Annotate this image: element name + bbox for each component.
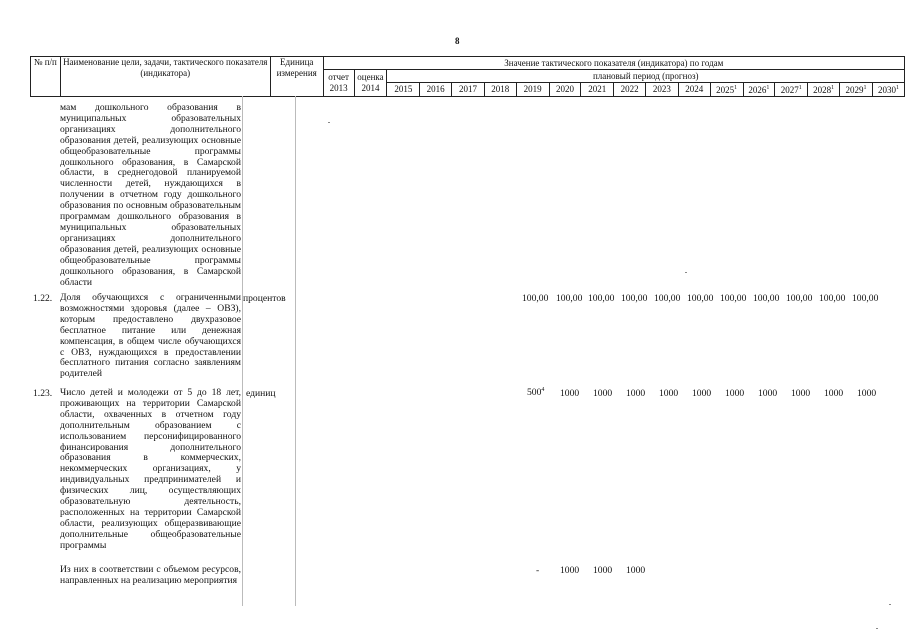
value-2022: 1000 bbox=[593, 565, 613, 576]
planned-period-header: плановый период (прогноз) bbox=[387, 70, 905, 83]
estimate-header bbox=[354, 70, 387, 97]
year-label: 2022 bbox=[620, 84, 639, 94]
year-cell bbox=[614, 83, 646, 97]
value-2020 bbox=[527, 387, 544, 398]
footnote-mark: 4 bbox=[541, 387, 545, 393]
year-label: 2015 bbox=[394, 84, 413, 94]
value-2022: 1000 bbox=[593, 388, 613, 399]
year-label: 2026 bbox=[748, 85, 767, 95]
year-label: 2018 bbox=[491, 84, 510, 94]
year-label: 2028 bbox=[813, 85, 832, 95]
row-continuation-text: мам дошкольного образования в муниципальных образовательных организациях дополнительного образования детей, реализующих основные общеобразовательные программы дошкольного образования, в Самарской области, в среднегодовой планируемой численности детей, нуждающихся в получении в отчетном году дошкольного образования по основным образовательным программам дошкольного образования в муниципальных образовательных организациях дополнительного образования детей, реализующих основные общеобразовательные программы дошкольного образования, в Самарской области bbox=[60, 102, 241, 288]
report-label: отчет bbox=[328, 72, 349, 82]
value-2024: 100,00 bbox=[654, 293, 681, 304]
value-2020-dash: - bbox=[536, 565, 540, 576]
row-indicator-text: Доля обучающихся с ограниченными возможностями здоровья (далее – ОВЗ), которым предоставлено двухразовое бесплатное питание или денежная компенсация, в общем числе обучающихся с ОВЗ, нуждающихся в предоставлении бесплатного питания согласно заявлениям родителей bbox=[60, 292, 241, 380]
footnote-mark: 1 bbox=[734, 85, 738, 91]
value-2030: 1000 bbox=[857, 388, 877, 399]
year-label: 2023 bbox=[652, 84, 671, 94]
value-2021: 1000 bbox=[560, 565, 580, 576]
row-number: 1.23. bbox=[33, 388, 53, 399]
estimate-label: оценка bbox=[357, 72, 384, 82]
year-2014: 2014 bbox=[361, 83, 380, 93]
year-cell bbox=[452, 83, 485, 97]
year-cell bbox=[581, 83, 614, 97]
col-number-header: № п/п bbox=[31, 57, 61, 97]
value-2023: 1000 bbox=[626, 388, 646, 399]
year-label: 2017 bbox=[458, 84, 477, 94]
col-unit-header: Единица измерения bbox=[270, 57, 323, 97]
year-cell bbox=[775, 83, 808, 97]
row-unit: единиц bbox=[246, 388, 276, 399]
year-cell bbox=[840, 83, 873, 97]
year-label: 2019 bbox=[523, 84, 542, 94]
year-label: 2020 bbox=[555, 84, 574, 94]
value-2027: 100,00 bbox=[753, 293, 780, 304]
value-2028: 1000 bbox=[791, 388, 811, 399]
year-cell bbox=[743, 83, 775, 97]
year-cell bbox=[549, 83, 581, 97]
year-label: 2025 bbox=[716, 85, 735, 95]
column-divider bbox=[242, 96, 243, 606]
year-cell bbox=[484, 83, 516, 97]
value-2027: 1000 bbox=[758, 388, 778, 399]
row-indicator-text: Число детей и молодежи от 5 до 18 лет, проживающих на территории Самарской области, охваченных в отчетном году дополнительным образованием с использованием персонифицированного финансирования дополнительного образования в коммерческих, некоммерческих организациях, у индивидуальных предпринимателей и физических лиц, осуществляющих образовательную деятельность, расположенных на территории Самарской области, реализующих общеразвивающие дополнительные общеобразовательные программы bbox=[60, 387, 241, 551]
value-2029: 1000 bbox=[824, 388, 844, 399]
year-cell bbox=[710, 83, 743, 97]
year-label: 2024 bbox=[685, 84, 704, 94]
value-2028: 100,00 bbox=[786, 293, 813, 304]
value-2021: 100,00 bbox=[556, 293, 583, 304]
year-cell bbox=[808, 83, 840, 97]
indicator-table-header bbox=[30, 56, 905, 97]
column-divider bbox=[295, 96, 296, 606]
value-text: 500 bbox=[527, 387, 542, 399]
footnote-mark: 1 bbox=[863, 85, 867, 91]
subrow-text: Из них в соответствии с объемом ресурсов, направленных на реализацию мероприятия bbox=[60, 564, 241, 586]
scan-speck bbox=[889, 604, 891, 605]
year-cell bbox=[420, 83, 452, 97]
value-2026: 100,00 bbox=[720, 293, 747, 304]
value-2026: 1000 bbox=[725, 388, 745, 399]
year-cell bbox=[387, 83, 420, 97]
scan-speck bbox=[876, 628, 878, 629]
value-2022: 100,00 bbox=[588, 293, 615, 304]
scan-speck bbox=[685, 272, 687, 273]
report-header bbox=[323, 70, 354, 97]
footnote-mark: 1 bbox=[895, 85, 899, 91]
year-label: 2016 bbox=[426, 84, 445, 94]
year-cell bbox=[678, 83, 710, 97]
year-label: 2021 bbox=[588, 84, 607, 94]
value-2025: 1000 bbox=[692, 388, 712, 399]
row-number: 1.22. bbox=[33, 293, 53, 304]
row-unit: процентов bbox=[243, 293, 286, 304]
value-2030: 100,00 bbox=[852, 293, 879, 304]
page-number: 8 bbox=[455, 36, 460, 46]
year-2013: 2013 bbox=[329, 83, 348, 93]
year-cell bbox=[872, 83, 904, 97]
year-cell bbox=[646, 83, 679, 97]
footnote-mark: 1 bbox=[831, 85, 835, 91]
footnote-mark: 1 bbox=[798, 85, 802, 91]
values-title-header: Значение тактического показателя (индикатора) по годам bbox=[323, 57, 904, 70]
value-2029: 100,00 bbox=[819, 293, 846, 304]
col-name-header: Наименование цели, задачи, тактического показателя (индикатора) bbox=[60, 57, 270, 97]
year-label: 2027 bbox=[780, 85, 799, 95]
value-2023: 1000 bbox=[626, 565, 646, 576]
value-2025: 100,00 bbox=[687, 293, 714, 304]
value-2020: 100,00 bbox=[522, 293, 549, 304]
value-2021: 1000 bbox=[560, 388, 580, 399]
value-2024: 1000 bbox=[659, 388, 679, 399]
year-cell bbox=[516, 83, 549, 97]
year-label: 2030 bbox=[877, 85, 896, 95]
footnote-mark: 1 bbox=[766, 85, 770, 91]
value-2023: 100,00 bbox=[621, 293, 648, 304]
year-label: 2029 bbox=[845, 85, 864, 95]
scan-speck bbox=[328, 122, 330, 123]
